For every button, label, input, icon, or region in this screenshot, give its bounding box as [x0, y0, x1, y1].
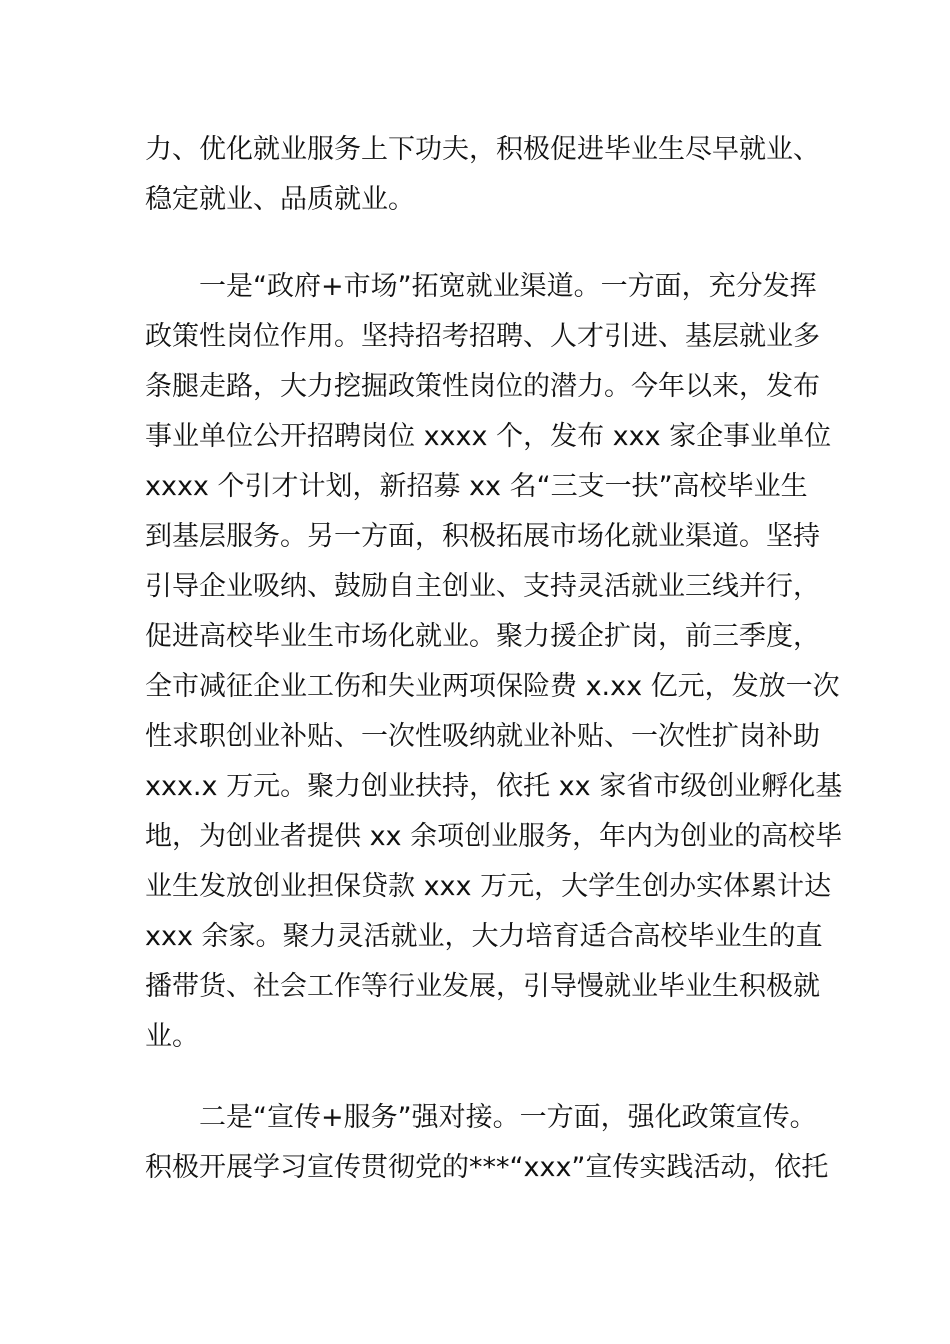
text-line: xxxx 个引才计划，新招募 xx 名“三支一扶”高校毕业生	[145, 471, 808, 502]
text-line: 稳定就业、品质就业。	[145, 184, 415, 215]
text-line: 引导企业吸纳、鼓励自主创业、支持灵活就业三线并行，	[145, 571, 820, 602]
text-line: 业。	[145, 1021, 199, 1052]
text-line: 二是“宣传+服务”强对接。一方面，强化政策宣传。	[145, 1102, 817, 1133]
text-line: 性求职创业补贴、一次性吸纳就业补贴、一次性扩岗补助	[145, 721, 820, 752]
text-line: 地，为创业者提供 xx 余项创业服务，年内为创业的高校毕	[145, 821, 843, 852]
text-line: 一是“政府+市场”拓宽就业渠道。一方面，充分发挥	[145, 271, 817, 302]
text-line: 力、优化就业服务上下功夫，积极促进毕业生尽早就业、	[145, 134, 820, 165]
text-line: 全市减征企业工伤和失业两项保险费 x.xx 亿元，发放一次	[145, 671, 840, 702]
text-line: 政策性岗位作用。坚持招考招聘、人才引进、基层就业多	[145, 321, 820, 352]
text-line: 条腿走路，大力挖掘政策性岗位的潜力。今年以来，发布	[145, 371, 820, 402]
text-line: 业生发放创业担保贷款 xxx 万元，大学生创办实体累计达	[145, 871, 832, 902]
text-line: xxx.x 万元。聚力创业扶持，依托 xx 家省市级创业孵化基	[145, 771, 843, 802]
text-line: 播带货、社会工作等行业发展，引导慢就业毕业生积极就	[145, 971, 820, 1002]
text-line: 积极开展学习宣传贯彻党的***“xxx”宣传实践活动，依托	[145, 1152, 829, 1183]
text-line: 事业单位公开招聘岗位 xxxx 个，发布 xxx 家企事业单位	[145, 421, 832, 452]
text-line: 促进高校毕业生市场化就业。聚力援企扩岗，前三季度，	[145, 621, 820, 652]
text-line: xxx 余家。聚力灵活就业，大力培育适合高校毕业生的直	[145, 921, 823, 952]
text-line: 到基层服务。另一方面，积极拓展市场化就业渠道。坚持	[145, 521, 820, 552]
